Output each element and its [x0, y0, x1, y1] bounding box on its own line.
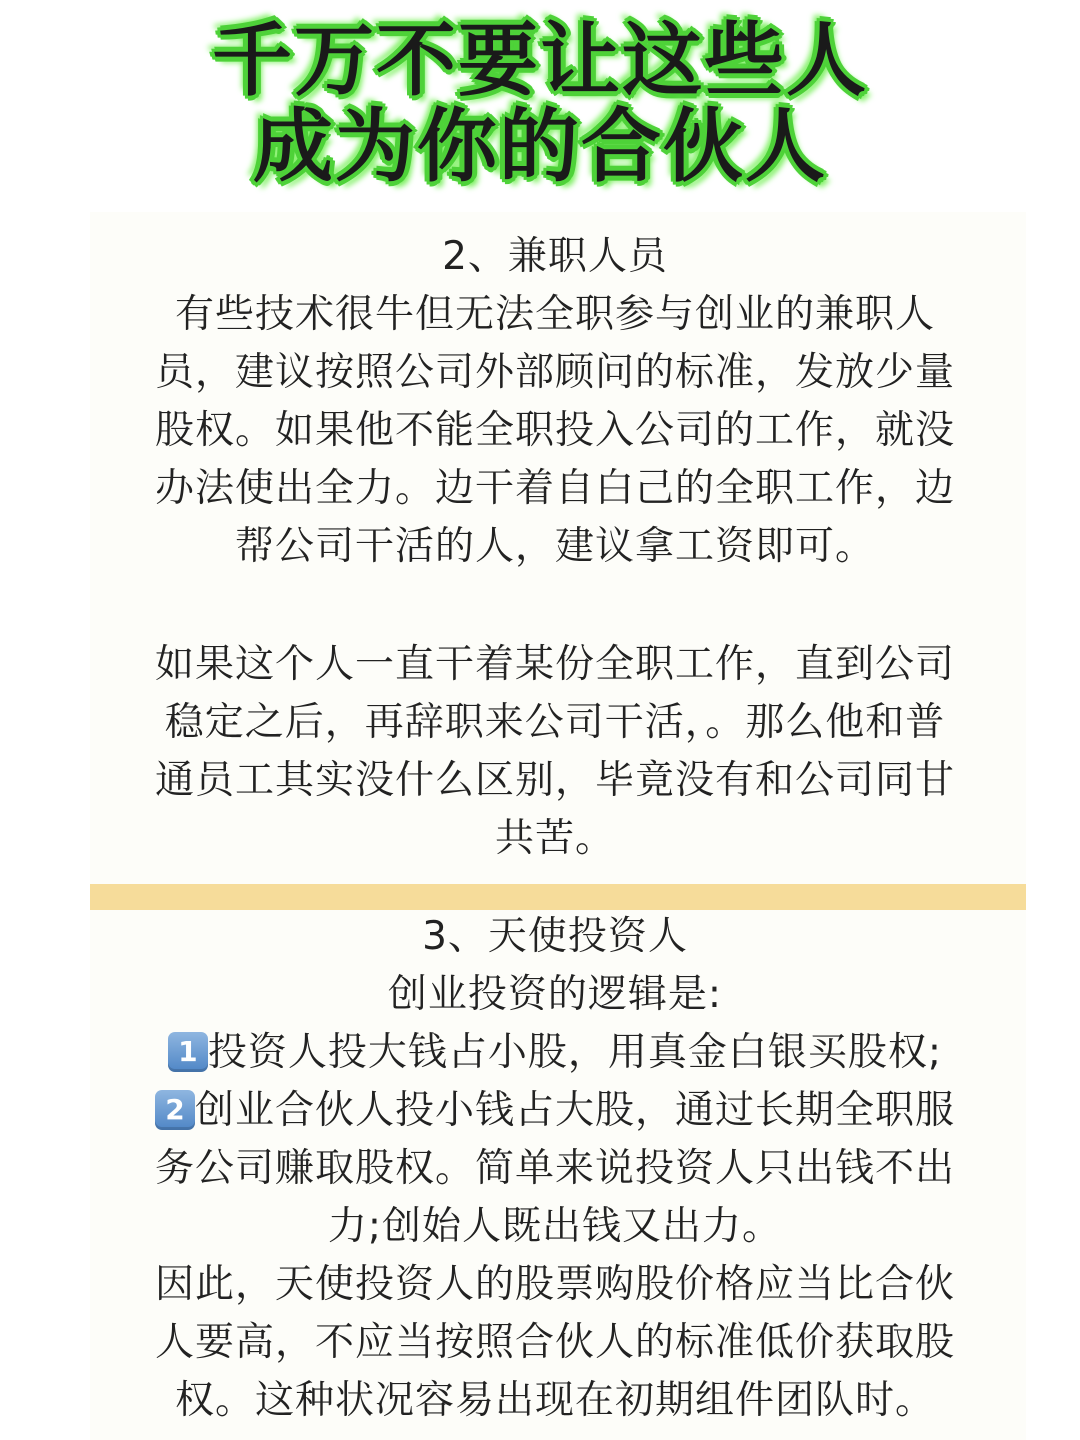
list-item-1-text: 投资人投大钱占小股，用真金白银买股权; [207, 1030, 943, 1075]
list-item-2 [120, 1082, 990, 1140]
section-3-line: 力;创始人既出钱又出力。 [327, 1204, 783, 1249]
section-3-line: 权。这种状况容易出现在初期组件团队时。 [174, 1378, 935, 1423]
section-2-line: 共苦。 [494, 816, 615, 861]
list-item-2-text: 创业合伙人投小钱占大股，通过长期全职服 [194, 1088, 955, 1133]
section-divider [90, 884, 1026, 910]
section-3-line: 因此，天使投资人的股票购股价格应当比合伙 [154, 1262, 955, 1307]
section-2-line: 帮公司干活的人，建议拿工资即可。 [234, 524, 875, 569]
section-3-intro: 创业投资的逻辑是: [387, 972, 723, 1017]
section-2-line: 有些技术很牛但无法全职参与创业的兼职人 [174, 292, 935, 337]
section-3-line: 人要高，不应当按照合伙人的标准低价获取股 [154, 1320, 955, 1365]
page-title [0, 14, 1080, 193]
list-item-1 [120, 1024, 990, 1082]
section-2-line: 股权。如果他不能全职投入公司的工作，就没 [154, 408, 955, 453]
title-line-2: 成为你的合伙人 [253, 100, 827, 193]
section-2-line: 办法使出全力。边干着自白己的全职工作，边 [154, 466, 955, 511]
section-2-line: 通员工其实没什么区别，毕竟没有和公司同甘 [154, 758, 955, 803]
keycap-1-icon: 1 [168, 1032, 208, 1072]
section-3-heading: 3、天使投资人 [422, 914, 688, 959]
section-2-text [120, 228, 990, 576]
keycap-2-icon: 2 [155, 1090, 195, 1130]
section-2-heading: 2、兼职人员 [442, 234, 668, 279]
section-2-paragraph-2 [120, 636, 990, 868]
section-3-line: 务公司赚取股权。简单来说投资人只出钱不出 [154, 1146, 955, 1191]
section-2-line: 员，建议按照公司外部顾问的标准，发放少量 [154, 350, 955, 395]
section-2-line: 稳定之后，再辞职来公司干活，。那么他和普 [164, 700, 946, 745]
section-3-text [120, 908, 990, 1430]
section-2-line: 如果这个人一直干着某份全职工作，直到公司 [154, 642, 955, 687]
title-line-1: 千万不要让这些人 [212, 14, 868, 107]
